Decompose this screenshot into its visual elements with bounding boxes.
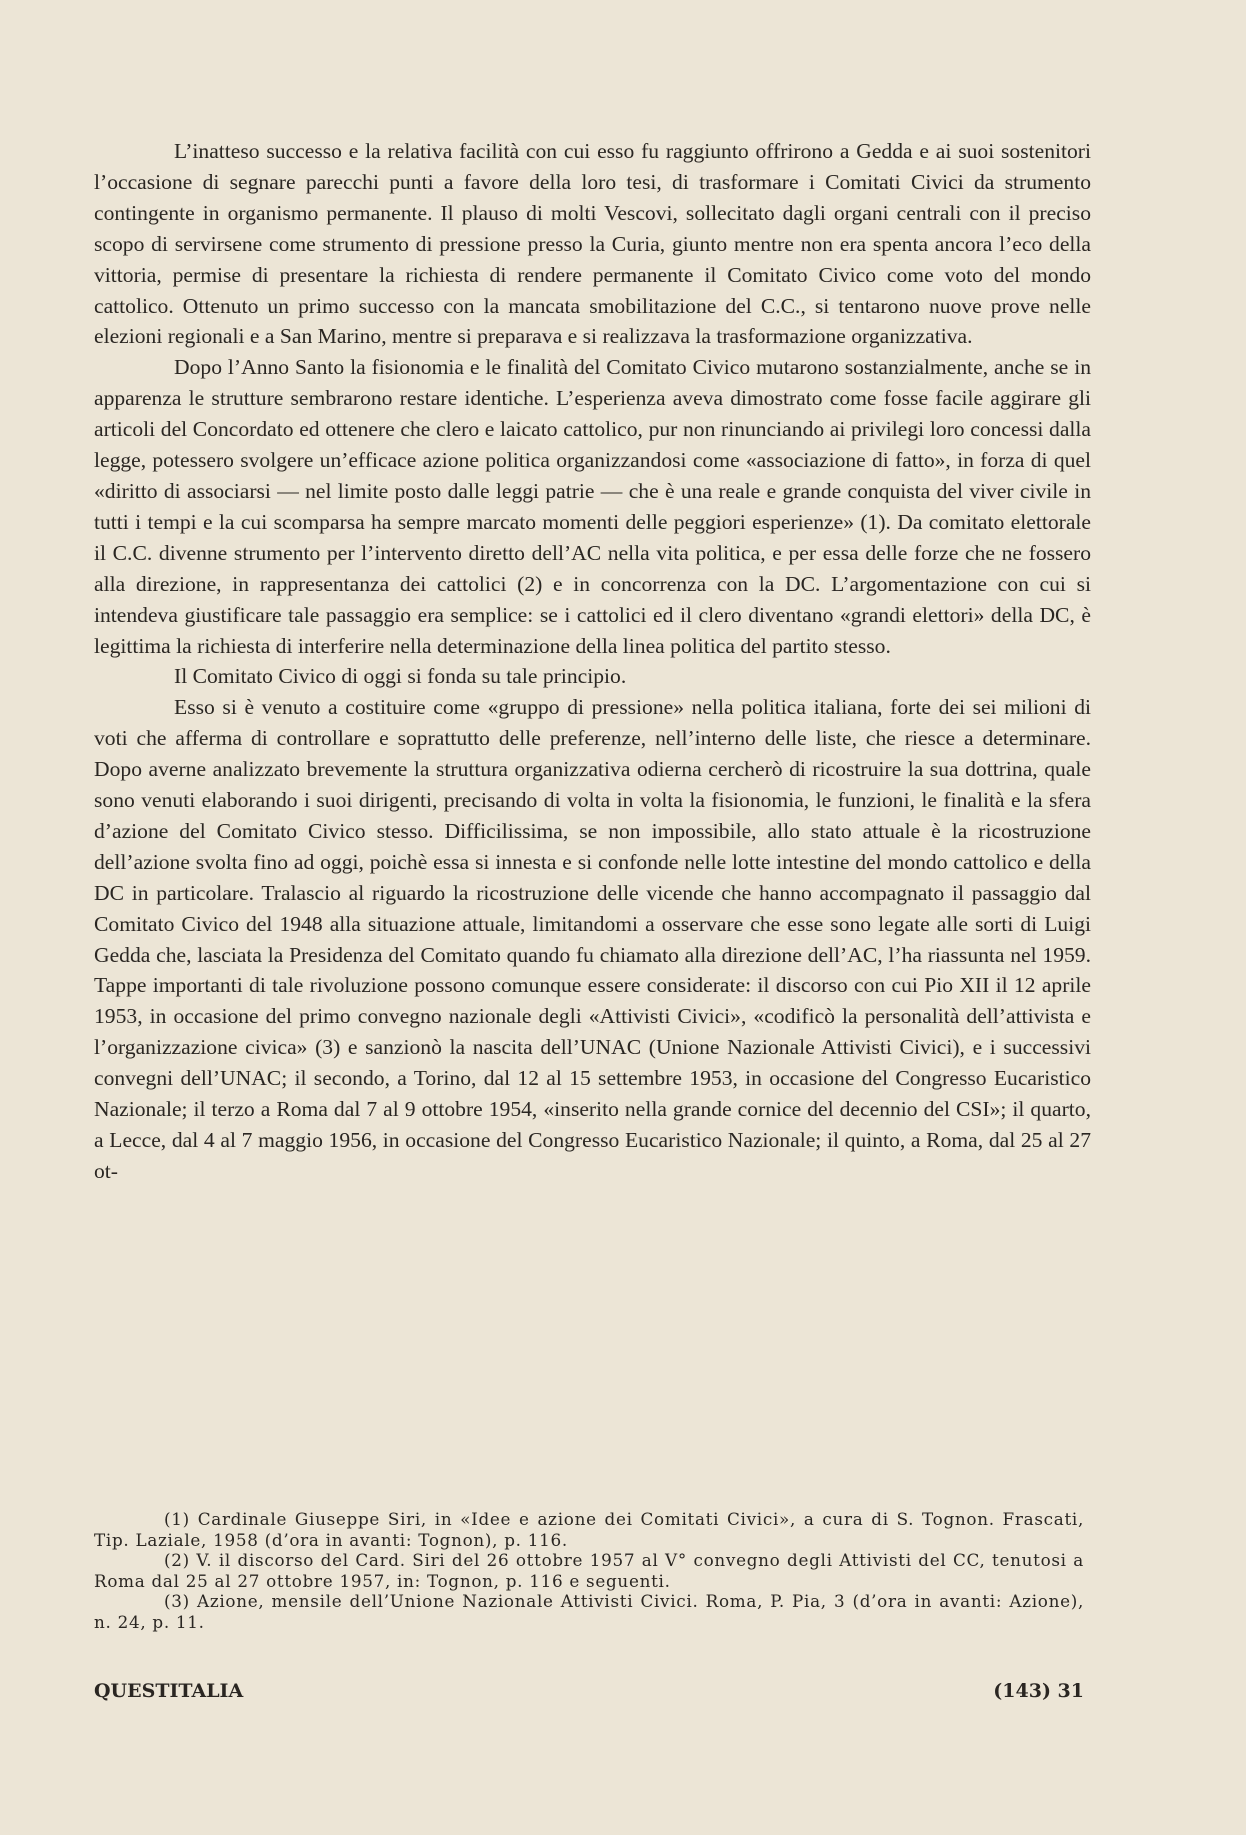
page-footer bbox=[94, 1680, 1084, 1702]
journal-title: QUESTITALIA bbox=[94, 1680, 244, 1702]
paragraph-1: L’inatteso successo e la relativa facilità con cui esso fu raggiunto offrirono a Gedda e ai suoi sostenitori l’occasione di segnare parecchi punti a favore della loro tesi, di trasformare i Comitati Civici da strumento contingente in organismo permanente. Il plauso di molti Vescovi, sollecitato dagli organi centrali con il preciso scopo di servirsene come strumento di pressione presso la Curia, giunto mentre non era spenta ancora l’eco della vittoria, permise di presentare la richiesta di rendere permanente il Comitato Civico come voto del mondo cattolico. Ottenuto un primo successo con la mancata smobilitazione del C.C., si tentarono nuove prove nelle elezioni regionali e a San Marino, mentre si preparava e si realizzava la trasformazione organizzativa. bbox=[94, 139, 1091, 349]
page-number: (143) 31 bbox=[993, 1680, 1084, 1702]
footnote-1: (1) Cardinale Giuseppe Siri, in «Idee e azione dei Comitati Civici», a cura di S. Tognon. Frascati, Tip. Laziale, 1958 (d’ora in avanti: Tognon), p. 116. bbox=[94, 1509, 1084, 1550]
main-text bbox=[94, 136, 1091, 1187]
paragraph-2: Dopo l’Anno Santo la fisionomia e le finalità del Comitato Civico mutarono sostanzialmente, anche se in apparenza le strutture sembrarono restare identiche. L’esperienza aveva dimostrato come fosse facile aggirare gli articoli del Concordato ed ottenere che clero e laicato cattolico, pur non rinunciando ai privilegi loro concessi dalla legge, potessero svolgere un’efficace azione politica organizzandosi come «associazione di fatto», in forza di quel «diritto di associarsi — nel limite posto dalle leggi patrie — che è una reale e grande conquista del viver civile in tutti i tempi e la cui scomparsa ha sempre marcato momenti delle peggiori esperienze» (1). Da comitato elettorale il C.C. divenne strumento per l’intervento diretto dell’AC nella vita politica, e per essa delle forze che ne fossero alla direzione, in rappresentanza dei cattolici (2) e in concorrenza con la DC. L’argomentazione con cui si intendeva giustificare tale passaggio era semplice: se i cattolici ed il clero diventano «grandi elettori» della DC, è legittima la richiesta di interferire nella determinazione della linea politica del partito stesso. bbox=[94, 355, 1091, 658]
footnote-2: (2) V. il discorso del Card. Siri del 26 ottobre 1957 al V° convegno degli Attivisti del CC, tenutosi a Roma dal 25 al 27 ottobre 1957, in: Tognon, p. 116 e seguenti. bbox=[94, 1550, 1084, 1591]
paragraph-4: Esso si è venuto a costituire come «gruppo di pressione» nella politica italiana, forte dei sei milioni di voti che afferma di controllare e soprattutto delle preferenze, nell’interno delle liste, che riesce a determinare. Dopo averne analizzato brevemente la struttura organizzativa odierna cercherò di ricostruire la sua dottrina, quale sono venuti elaborando i suoi dirigenti, precisando di volta in volta la fisionomia, le funzioni, le finalità e la sfera d’azione del Comitato Civico stesso. Difficilissima, se non impossibile, allo stato attuale è la ricostruzione dell’azione svolta fino ad oggi, poichè essa si innesta e si confonde nelle lotte intestine del mondo cattolico e della DC in particolare. Tralascio al riguardo la ricostruzione delle vicende che hanno accompagnato il passaggio dal Comitato Civico del 1948 alla situazione attuale, limitandomi a osservare che esse sono legate alle sorti di Luigi Gedda che, lasciata la Presidenza del Comitato quando fu chiamato alla direzione dell’AC, l’ha riassunta nel 1959. Tappe importanti di tale rivoluzione possono comunque essere considerate: il discorso con cui Pio XII il 12 aprile 1953, in occasione del primo convegno nazionale degli «Attivisti Civici», «codificò la personalità dell’attivista e l’organizzazione civica» (3) e sanzionò la nascita dell’UNAC (Unione Nazionale Attivisti Civici), e i successivi convegni dell’UNAC; il secondo, a Torino, dal 12 al 15 settembre 1953, in occasione del Congresso Eucaristico Nazionale; il terzo a Roma dal 7 al 9 ottobre 1954, «inserito nella grande cornice del decennio del CSI»; il quarto, a Lecce, dal 4 al 7 maggio 1956, in occasione del Congresso Eucaristico Nazionale; il quinto, a Roma, dal 25 al 27 ot- bbox=[94, 695, 1091, 1183]
footnote-3: (3) Azione, mensile dell’Unione Nazionale Attivisti Civici. Roma, P. Pia, 3 (d’ora in avanti: Azione), n. 24, p. 11. bbox=[94, 1591, 1084, 1632]
paragraph-3: Il Comitato Civico di oggi si fonda su tale principio. bbox=[174, 664, 627, 689]
footnotes bbox=[94, 1509, 1084, 1632]
